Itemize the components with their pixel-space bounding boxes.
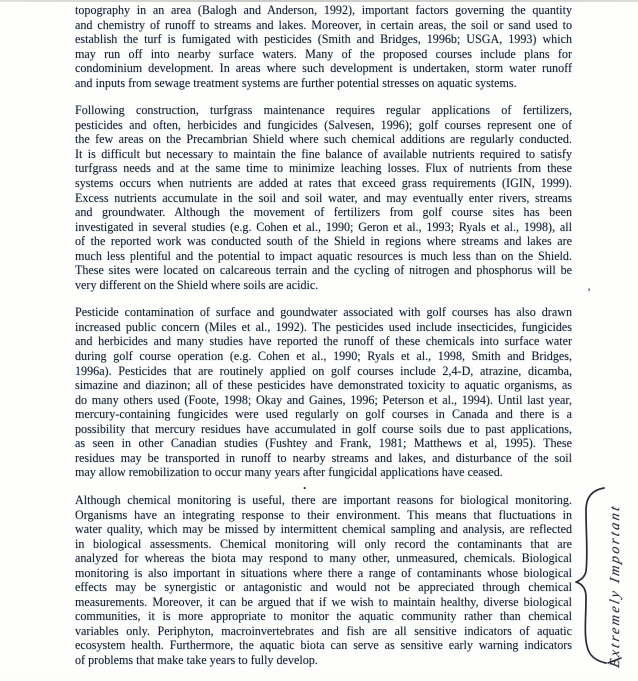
paragraph — [75, 493, 572, 668]
text-line: in biological assessments. Chemical monitoring will only record the contaminants that are — [75, 536, 572, 551]
text-line: turfgrass needs and at the same time to minimize leaching losses. Flux of nutrients from these — [75, 161, 572, 176]
text-line: measurements. Moreover, it can be argued that if we wish to maintain healthy, diverse biological — [75, 594, 572, 609]
text-line: investigated in several studies (e.g. Cohen et al., 1990; Geron et al., 1993; Ryals et al., 1998), all — [75, 219, 572, 234]
text-line: variables only. Periphyton, macroinvertebrates and fish are all sensitive indicators of aquatic — [75, 623, 572, 638]
text-line: simazine and diazinon; all of these pesticides have demonstrated toxicity to aquatic organisms, as — [75, 378, 572, 393]
text-line: of the reported work was conducted south of the Shield in regions where streams and lakes are — [75, 234, 572, 249]
text-line: Pesticide contamination of surface and goundwater associated with golf courses has also drawn — [75, 305, 572, 320]
text-line: It is difficult but necessary to maintain the fine balance of available nutrients required to satisfy — [75, 146, 572, 161]
text-line: analyzed for whereas the biota may respond to many other, unmeasured, chemicals. Biological — [75, 551, 572, 566]
text-line: and herbicides and many studies have reported the runoff of these chemicals into surface water — [75, 334, 572, 349]
text-line: condominium development. In areas where such development is undertaken, storm water runoff — [75, 61, 572, 76]
text-line: These sites were located on calcareous terrain and the cycling of nitrogen and phosphorus will be — [75, 263, 572, 278]
text-line: much less plentiful and the potential to impact aquatic resources is much less than on the Shield. — [75, 248, 572, 263]
text-line: topography in an area (Balogh and Anderson, 1992), important factors governing the quantity — [75, 3, 572, 17]
handwritten-note: Extremely Important — [608, 502, 623, 670]
text-line: residues may be transported in runoff to nearby streams and lakes, and disturbance of the soil — [75, 450, 572, 465]
text-line: Organisms have an integrating response to their environment. This means that fluctuations in — [75, 507, 572, 522]
stray-dot: . — [303, 477, 307, 492]
text-line: and inputs from sewage treatment systems are further potential stresses on aquatic systems. — [75, 75, 517, 90]
text-line: communities, it is more appropriate to monitor the aquatic community rather than chemical — [75, 609, 572, 624]
text-line: do many others used (Foote, 1998; Okay and Gaines, 1996; Peterson et al., 1994). Until last year, — [75, 392, 572, 407]
text-line: as seen in other Canadian studies (Fushtey and Frank, 1981; Matthews et al, 1995). These — [75, 436, 572, 451]
paragraph — [75, 305, 572, 480]
text-line: and chemistry of runoff to streams and lakes. Moreover, in certain areas, the soil or sand used to — [75, 17, 572, 32]
text-line: possibility that mercury residues have accumulated in golf course soils due to past applications, — [75, 421, 572, 436]
scan-edge-artifact — [0, 0, 638, 2]
text-line: 1996a). Pesticides that are routinely applied on golf courses include 2,4-D, atrazine, dicamba, — [75, 363, 572, 378]
text-column — [75, 3, 572, 681]
text-line: establish the turf is fumigated with pesticides (Smith and Bridges, 1996b; USGA, 1993) which — [75, 32, 572, 47]
text-line: mercury-containing fungicides were used regularly on golf courses in Canada and there is a — [75, 407, 572, 422]
text-line: ecosystem health. Furthermore, the aquatic biota can serve as sensitive early warning indicators — [75, 638, 572, 653]
text-line: may run off into nearby surface waters. Many of the proposed courses include plans for — [75, 46, 572, 61]
text-line: effects may be synergistic or antagonistic and would not be appreciated through chemical — [75, 580, 572, 595]
paragraph — [75, 3, 572, 90]
text-line: the few areas on the Precambrian Shield where such chemical additions are regularly conducted. — [75, 132, 572, 147]
text-line: of problems that make take years to fully develop. — [75, 652, 318, 667]
stray-mark: ’ — [587, 285, 591, 299]
text-line: monitoring is also important in situations where there a range of contaminants whose biological — [75, 565, 572, 580]
text-line: may allow remobilization to occur many years after fungicidal applications have ceased. — [75, 465, 503, 480]
text-line: Although chemical monitoring is useful, there are important reasons for biological monitoring. — [75, 492, 572, 507]
text-line: Following construction, turfgrass maintenance requires regular applications of fertilizers, — [75, 103, 572, 118]
text-line: systems occurs when nutrients are added at rates that exceed grass requirements (IGIN, 1999). — [75, 176, 572, 191]
text-line: water quality, which may be missed by intermittent chemical sampling and analysis, are reflected — [75, 522, 572, 537]
text-line: and groundwater. Although the movement of fertilizers from golf course sites has been — [75, 205, 572, 220]
text-line: Excess nutrients accumulate in the soil and soil water, and may eventually enter rivers, streams — [75, 190, 572, 205]
text-line: very different on the Shield where soils are acidic. — [75, 277, 319, 292]
paragraph — [75, 103, 572, 292]
text-line: pesticides and often, herbicides and fungicides (Salvesen, 1996); golf courses represent one of — [75, 117, 572, 132]
text-line: increased public concern (Miles et al., 1992). The pesticides used include insecticides, fungicides — [75, 319, 572, 334]
text-line: during golf course operation (e.g. Cohen et al., 1990; Ryals et al., 1998, Smith and Bridges, — [75, 349, 572, 364]
